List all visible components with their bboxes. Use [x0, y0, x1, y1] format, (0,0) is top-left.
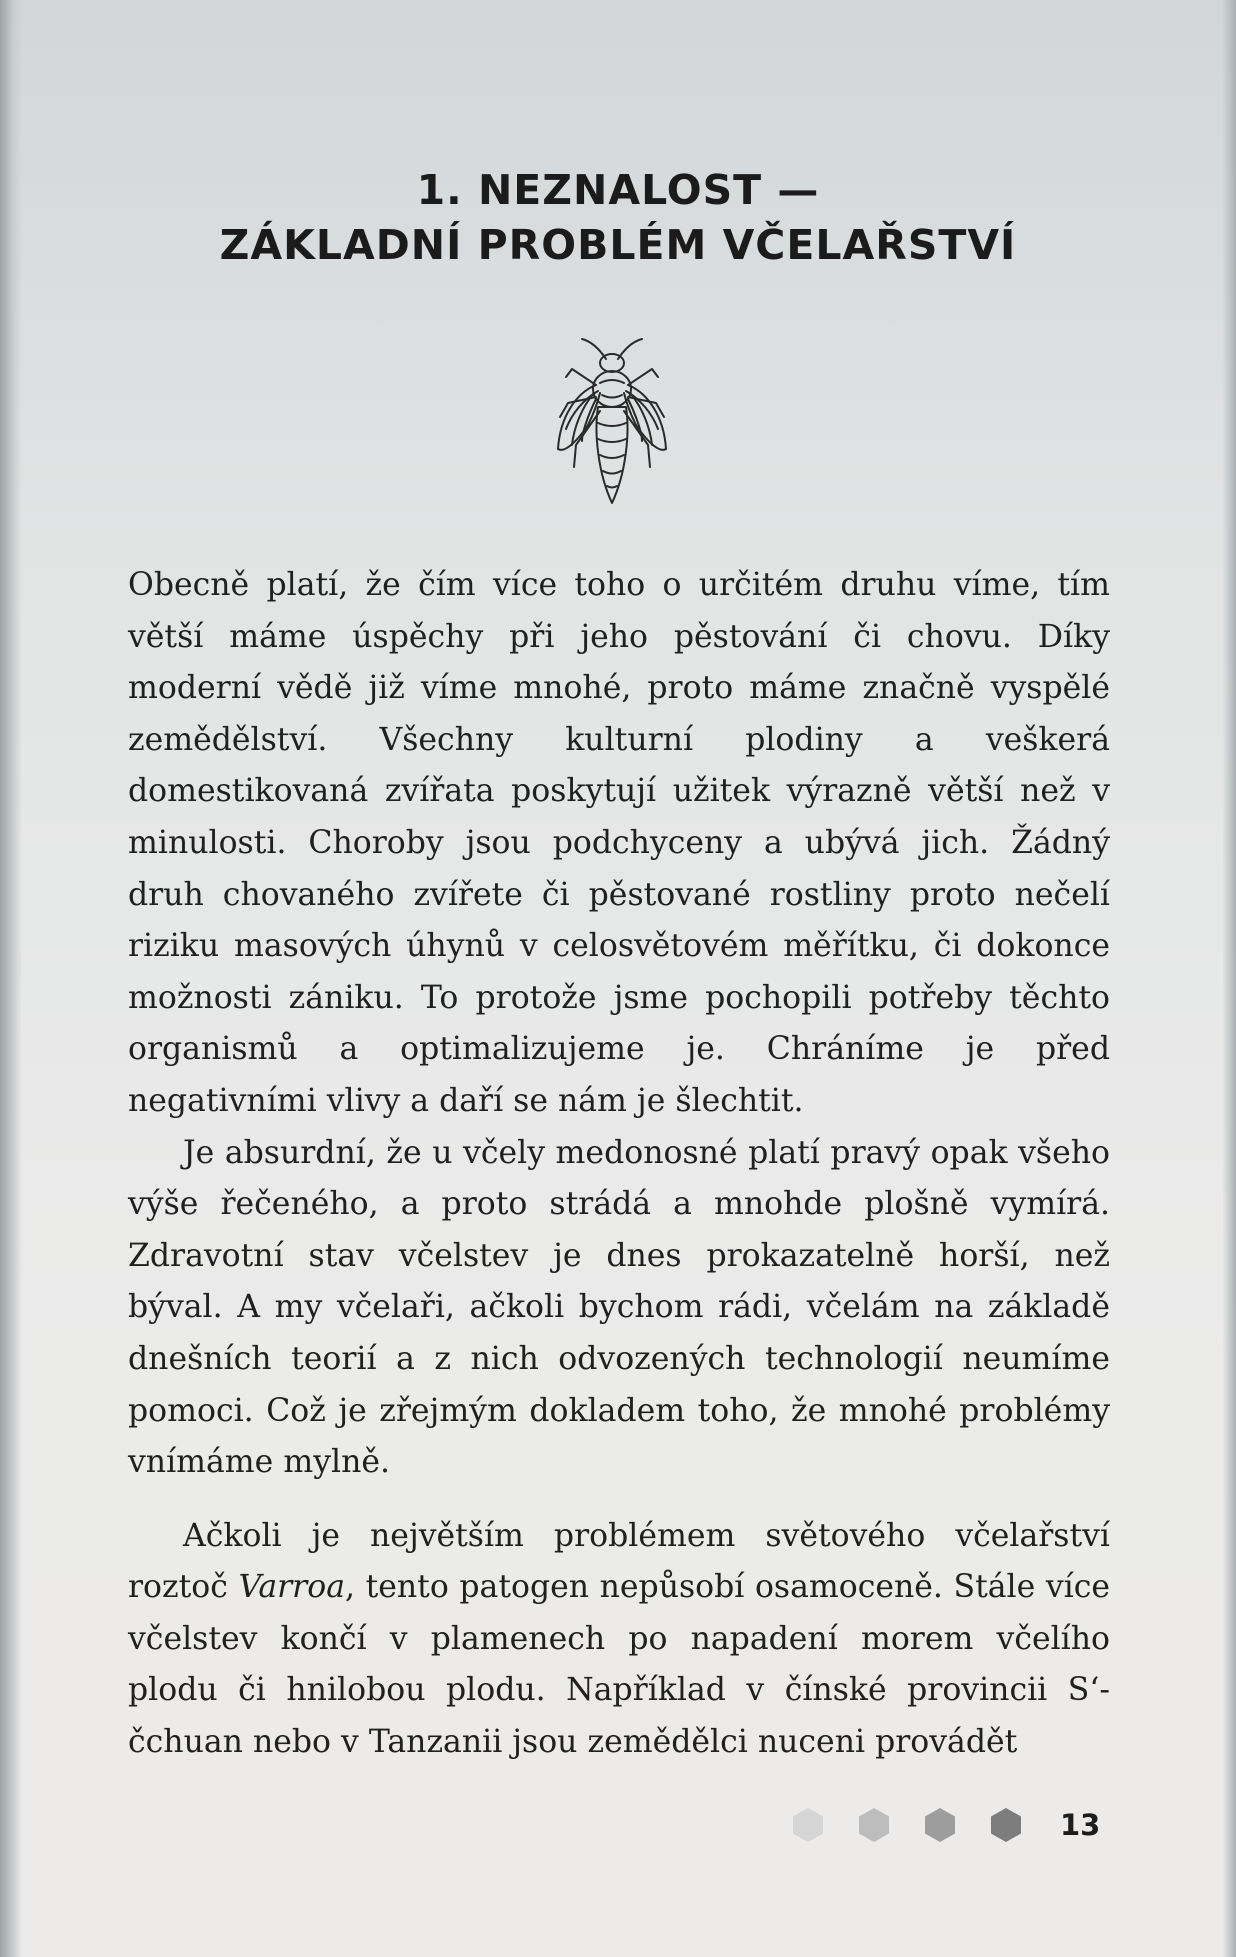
chapter-title-line-1: 1. NEZNALOST — [416, 166, 820, 215]
chapter-title-line-2: ZÁKLADNÍ PROBLÉM VČELAŘSTVÍ [219, 221, 1017, 270]
paragraph-3-end: , tento patogen nepůsobí osamoceně. Stále více včelstev končí v plamenech po napadení morem včelího plodu či hnilobou plodu. Například v čínské provincii S‘-čchuan nebo v Tanzanii jsou zemědělci nuceni provádět [128, 1569, 1110, 1761]
hexagon-icon [922, 1807, 958, 1843]
hexagon-icon [988, 1807, 1024, 1843]
paragraph-1: Obecně platí, že čím více toho o určitém druhu víme, tím větší máme úspěchy při jeho pěstování či chovu. Díky moderní vědě již víme mnohé, proto máme značně vyspělé zemědělství. Všechny kulturní plodiny a veškerá domestikovaná zvířata poskytují užitek výrazně větší než v minulosti. Choroby jsou podchyceny a ubývá jich. Žádný druh chovaného zvířete či pěstované rostliny proto nečelí riziku masových úhynů v celosvětovém měřítku, či dokonce možnosti zániku. To protože jsme pochopili potřeby těchto organismů a optimalizujeme je. Chráníme je před negativními vlivy a daří se nám je šlechtit. [128, 567, 1110, 1119]
paragraph-3-start: Ačkoli je největším problémem světového včelařství roztoč [128, 1517, 1110, 1606]
body-text [128, 560, 1110, 1769]
hexagon-icon [856, 1807, 892, 1843]
paragraph-3 [128, 1511, 1110, 1769]
species-name: Varroa [238, 1569, 345, 1606]
paragraph-2: Je absurdní, že u včely medonosné platí pravý opak všeho výše řečeného, a proto strádá a mnohde plošně vymírá. Zdravotní stav včelstev je dnes prokazatelně horší, než býval. A my včelaři, ačkoli bychom rádi, včelám na základě dnešních teorií a z nich odvozených technologií neumíme pomoci. Což je zřejmým dokladem toho, že mnohé problémy vnímáme mylně. [128, 1134, 1110, 1481]
page-number: 13 [1060, 1808, 1101, 1842]
chapter-title [0, 163, 1236, 273]
page-footer [790, 1803, 1100, 1847]
hexagon-icon [790, 1807, 826, 1843]
bee-icon [542, 333, 682, 518]
